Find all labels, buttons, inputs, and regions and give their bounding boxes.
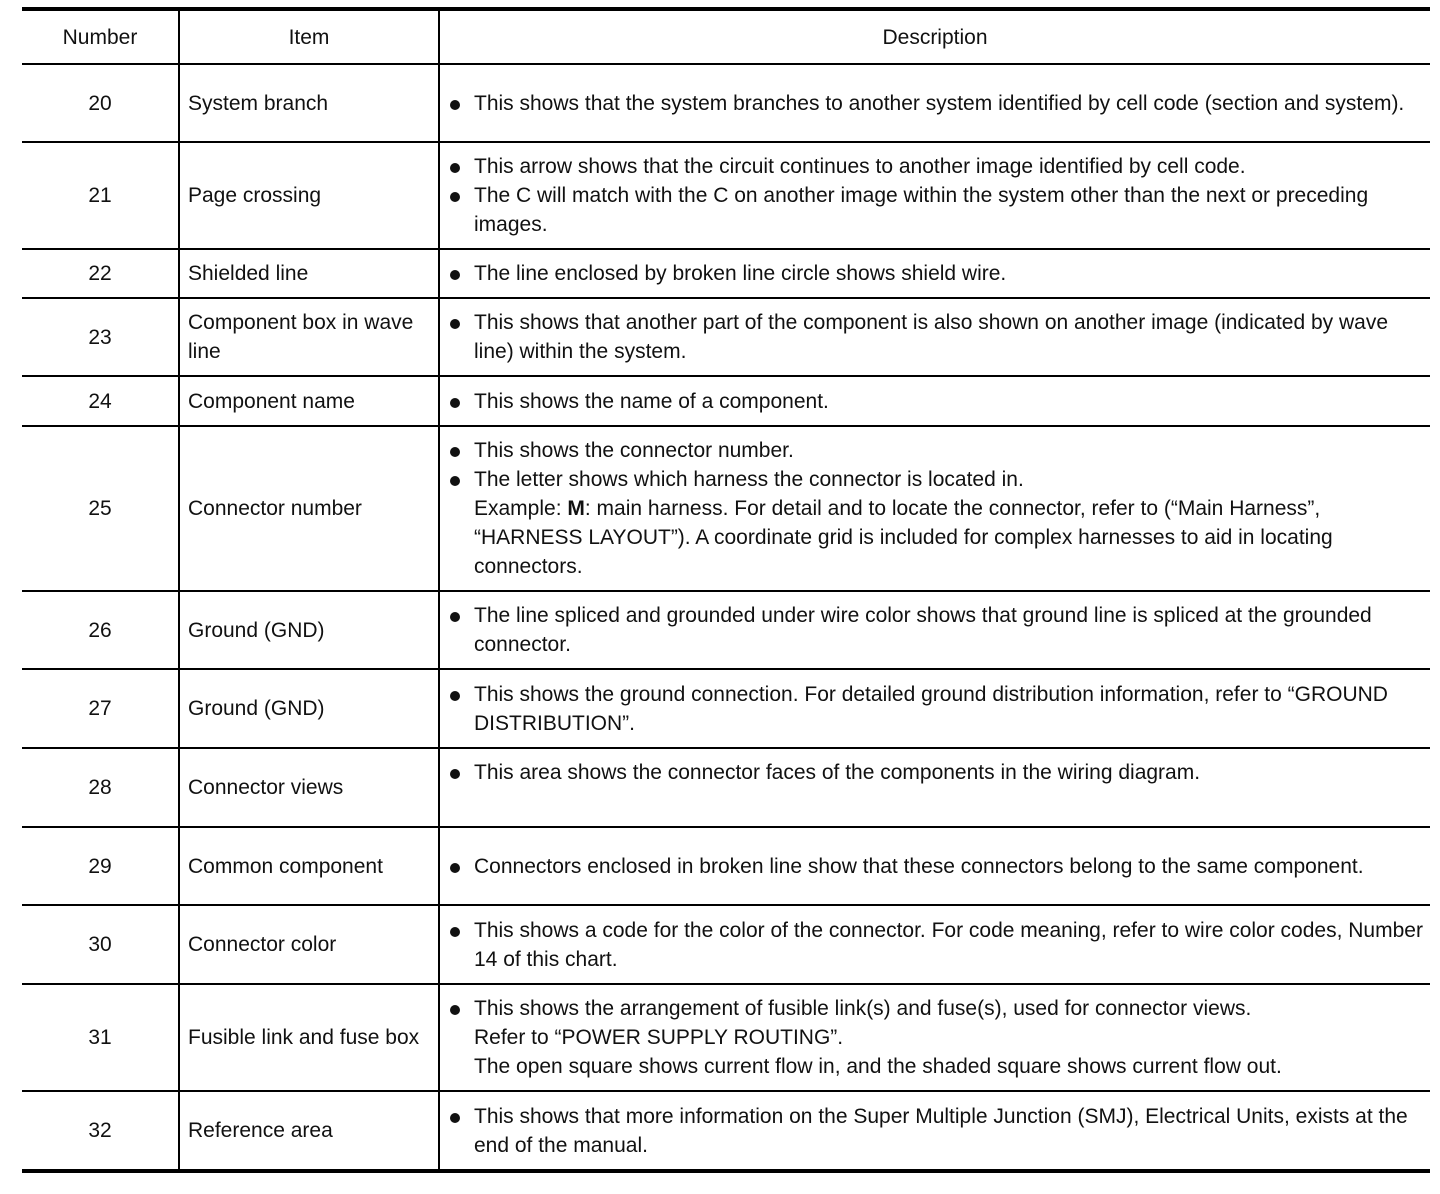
table-row xyxy=(22,669,1430,748)
description-bullet: This shows that more information on the Super Multiple Junction (SMJ), Electrical Units, exists at the end of the manual. xyxy=(448,1102,1424,1160)
row-description xyxy=(439,984,1430,1091)
table-row xyxy=(22,984,1430,1091)
header-number: Number xyxy=(22,9,179,64)
description-bullet: This shows the name of a component. xyxy=(448,387,1424,416)
row-description xyxy=(439,142,1430,249)
row-number: 29 xyxy=(22,827,179,905)
description-example xyxy=(448,494,1424,581)
table-row xyxy=(22,827,1430,905)
row-description xyxy=(439,827,1430,905)
description-bullet: The letter shows which harness the connector is located in. xyxy=(448,465,1424,494)
row-number: 22 xyxy=(22,249,179,298)
description-line: Refer to “POWER SUPPLY ROUTING”. xyxy=(474,1026,844,1049)
table-row xyxy=(22,142,1430,249)
row-number: 27 xyxy=(22,669,179,748)
row-description xyxy=(439,298,1430,376)
description-bullet: This shows the arrangement of fusible link(s) and fuse(s), used for connector views. xyxy=(448,994,1424,1023)
row-number: 25 xyxy=(22,426,179,591)
table-row xyxy=(22,64,1430,142)
description-bullet: This arrow shows that the circuit continues to another image identified by cell code. xyxy=(448,152,1424,181)
description-bullet: The C will match with the C on another image within the system other than the next or preceding images. xyxy=(448,181,1424,239)
row-item: Connector views xyxy=(179,748,439,827)
row-number: 26 xyxy=(22,591,179,669)
row-number: 23 xyxy=(22,298,179,376)
harness-code: M xyxy=(567,497,585,520)
table-row xyxy=(22,376,1430,426)
row-number: 32 xyxy=(22,1091,179,1171)
row-description xyxy=(439,249,1430,298)
example-label: Example: xyxy=(474,497,568,520)
row-description xyxy=(439,426,1430,591)
row-item: Fusible link and fuse box xyxy=(179,984,439,1091)
table-row xyxy=(22,426,1430,591)
row-number: 21 xyxy=(22,142,179,249)
row-item: System branch xyxy=(179,64,439,142)
description-bullet: This area shows the connector faces of the components in the wiring diagram. xyxy=(448,758,1424,787)
row-description xyxy=(439,376,1430,426)
row-item: Component name xyxy=(179,376,439,426)
header-item: Item xyxy=(179,9,439,64)
row-item: Connector number xyxy=(179,426,439,591)
table-row xyxy=(22,249,1430,298)
row-item: Connector color xyxy=(179,905,439,984)
row-number: 24 xyxy=(22,376,179,426)
row-item: Component box in wave line xyxy=(179,298,439,376)
description-bullet: Connectors enclosed in broken line show that these connectors belong to the same component. xyxy=(448,852,1424,881)
table-row xyxy=(22,591,1430,669)
description-bullet: This shows a code for the color of the connector. For code meaning, refer to wire color codes, Number 14 of this chart. xyxy=(448,916,1424,974)
description-bullet: This shows that the system branches to another system identified by cell code (section and system). xyxy=(448,89,1424,118)
description-bullet: The line spliced and grounded under wire color shows that ground line is spliced at the grounded connector. xyxy=(448,601,1424,659)
description-bullet: The line enclosed by broken line circle shows shield wire. xyxy=(448,259,1424,288)
table-row xyxy=(22,905,1430,984)
table-row xyxy=(22,298,1430,376)
row-item: Reference area xyxy=(179,1091,439,1171)
description-line: The open square shows current flow in, and the shaded square shows current flow out. xyxy=(474,1055,1282,1078)
row-item: Shielded line xyxy=(179,249,439,298)
row-description xyxy=(439,669,1430,748)
row-item: Ground (GND) xyxy=(179,591,439,669)
description-bullet: This shows that another part of the component is also shown on another image (indicated by wave line) within the system. xyxy=(448,308,1424,366)
row-description xyxy=(439,905,1430,984)
row-description xyxy=(439,1091,1430,1171)
table-row xyxy=(22,1091,1430,1171)
description-bullet: This shows the ground connection. For detailed ground distribution information, refer to “GROUND DISTRIBUTION”. xyxy=(448,680,1424,738)
row-item: Ground (GND) xyxy=(179,669,439,748)
header-description: Description xyxy=(439,9,1430,64)
row-description xyxy=(439,64,1430,142)
symbol-reference-table xyxy=(22,7,1430,1173)
row-item: Page crossing xyxy=(179,142,439,249)
row-description xyxy=(439,591,1430,669)
row-number: 28 xyxy=(22,748,179,827)
example-text: : main harness. For detail and to locate the connector, refer to (“Main Harness”, “HARNESS LAYOUT”). A coordinate grid is included for complex harnesses to aid in locating connectors. xyxy=(474,497,1333,578)
row-description xyxy=(439,748,1430,827)
description-bullet: This shows the connector number. xyxy=(448,436,1424,465)
row-number: 20 xyxy=(22,64,179,142)
table-row xyxy=(22,748,1430,827)
row-number: 30 xyxy=(22,905,179,984)
row-item: Common component xyxy=(179,827,439,905)
table-header-row xyxy=(22,9,1430,64)
row-number: 31 xyxy=(22,984,179,1091)
